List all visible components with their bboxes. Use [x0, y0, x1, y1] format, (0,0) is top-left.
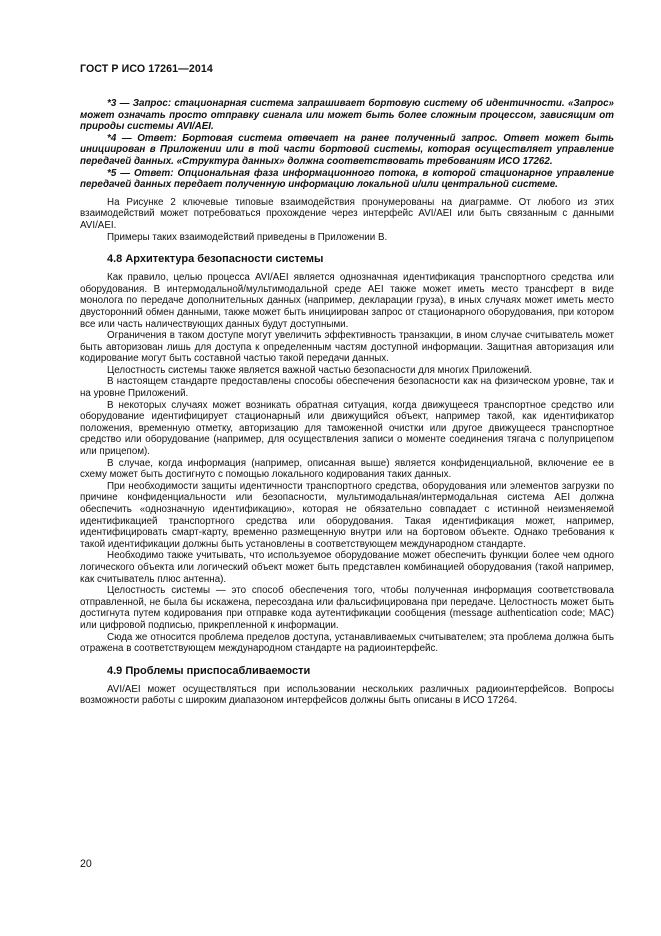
- note-4: *4 — Ответ: Бортовая система отвечает на ранее полученный запрос. Ответ может быть инициирован в Приложении или в той части бортовой системы, которая осуществляет управление передачей данных. «Структура данных» должна соответствовать требованиям ИСО 17262.: [80, 132, 614, 167]
- note-5: *5 — Ответ: Опциональная фаза информационного потока, в которой стационарное управление передачей данных передает полученную информацию локальной и/или центральной системе.: [80, 167, 614, 191]
- section-4-8-paragraph: Целостность системы — это способ обеспечения того, чтобы полученная информация соответствовала отправленной, не была бы искажена, пересоздана или фальсифицирована при передаче. Целостность может быть достигнута путем кодирования при отправке кода аутентификации сообщения (message authentication code; MAC) или цифровой подписью, прикрепленной к информации.: [80, 585, 614, 631]
- section-4-8-paragraph: Ограничения в таком доступе могут увеличить эффективность транзакции, в ином случае считыватель может быть авторизован лишь для доступа к определенным частям доступной информации. Защитная авторизация или кодирование могут быть составной частью такой передачи данных.: [80, 330, 614, 365]
- section-4-8-paragraph: В случае, когда информация (например, описанная выше) является конфиденциальной, включение ее в схему может быть достигнуто с помощью локального кодирования таких данных.: [80, 457, 614, 481]
- section-4-9-paragraph: AVI/AEI может осуществляться при использовании нескольких различных радиоинтерфейсов. Вопросы возможности работы с широким диапазоном интерфейсов должны быть описаны в ИСО 17264.: [80, 683, 614, 707]
- section-4-8-paragraph: Целостность системы также является важной частью безопасности для многих Приложений.: [107, 364, 533, 376]
- section-4-8-paragraph: Как правило, целью процесса AVI/AEI является однозначная идентификация транспортного средства или оборудования. В интермодальной/мультимодальной среде AEI также может иметь место трансферт в виде монолога по передаче дополнительных данных (например, декларации груза), в иных случаях может иметь место двусторонний обмен данными, также может быть инициирован запрос от стационарного оборудования, при котором все или часть наличествующих данных будут доступными.: [80, 272, 614, 330]
- section-4-9-heading: 4.9 Проблемы приспосабливаемости: [107, 664, 311, 677]
- section-4-8-paragraph: При необходимости защиты идентичности транспортного средства, оборудования или элементов загрузки по причине конфиденциальности или безопасности, мультимодальная/интермодальная система AEI должна обеспечить «однозначную идентификацию», которая не обязательно совпадает с истинной неизменяемой идентификацией транспортного средства или оборудования. Такая идентификация может, например, идентифицировать смарт-карту, временно размещенную внутри или на бортовом объекте. Однако требования к такой идентификации должны быть установлены в соответствующем международном стандарте.: [80, 480, 614, 550]
- section-4-8-paragraph: В настоящем стандарте предоставлены способы обеспечения безопасности как на физическом уровне, так и на уровне Приложений.: [80, 376, 614, 400]
- page-body: [80, 98, 614, 707]
- section-4-8-heading: 4.8 Архитектура безопасности системы: [107, 253, 324, 266]
- section-4-8-paragraph: Сюда же относится проблема пределов доступа, устанавливаемых считывателем; эта проблема должна быть отражена в соответствующем международном стандарте на радиоинтерфейс.: [80, 631, 614, 655]
- intro-paragraph: Примеры таких взаимодействий приведены в Приложении В.: [107, 231, 388, 243]
- section-4-8-paragraph: Необходимо также учитывать, что используемое оборудование может обеспечить функции более чем одного логического объекта или логический объект может быть представлен комбинацией оборудования (такой например, как считыватель плюс антенна).: [80, 550, 614, 585]
- page-header: ГОСТ Р ИСО 17261—2014: [80, 63, 213, 75]
- page-number: 20: [80, 858, 92, 870]
- note-3: *3 — Запрос: стационарная система запрашивает бортовую систему об идентичности. «Запрос» может означать просто отправку сигнала или может быть более сложным процессом, зависящим от природы системы AVI/AEI.: [80, 98, 614, 133]
- section-4-8-paragraph: В некоторых случаях может возникать обратная ситуация, когда движущееся транспортное средство или оборудование идентифицирует стационарный или движущийся объект, например такой, как идентификатор положения, временную отметку, авторизацию для таможенной очистки или другое движущееся транспортное средство или оборудование (например, для осуществления записи о моменте соединения тягача с полуприцепом или прицепом).: [80, 399, 614, 458]
- intro-paragraph: На Рисунке 2 ключевые типовые взаимодействия пронумерованы на диаграмме. От любого из этих взаимодействий может потребоваться прохождение через интерфейс AVI/AEI или быть связанным с данными AVI/AEI.: [80, 196, 614, 231]
